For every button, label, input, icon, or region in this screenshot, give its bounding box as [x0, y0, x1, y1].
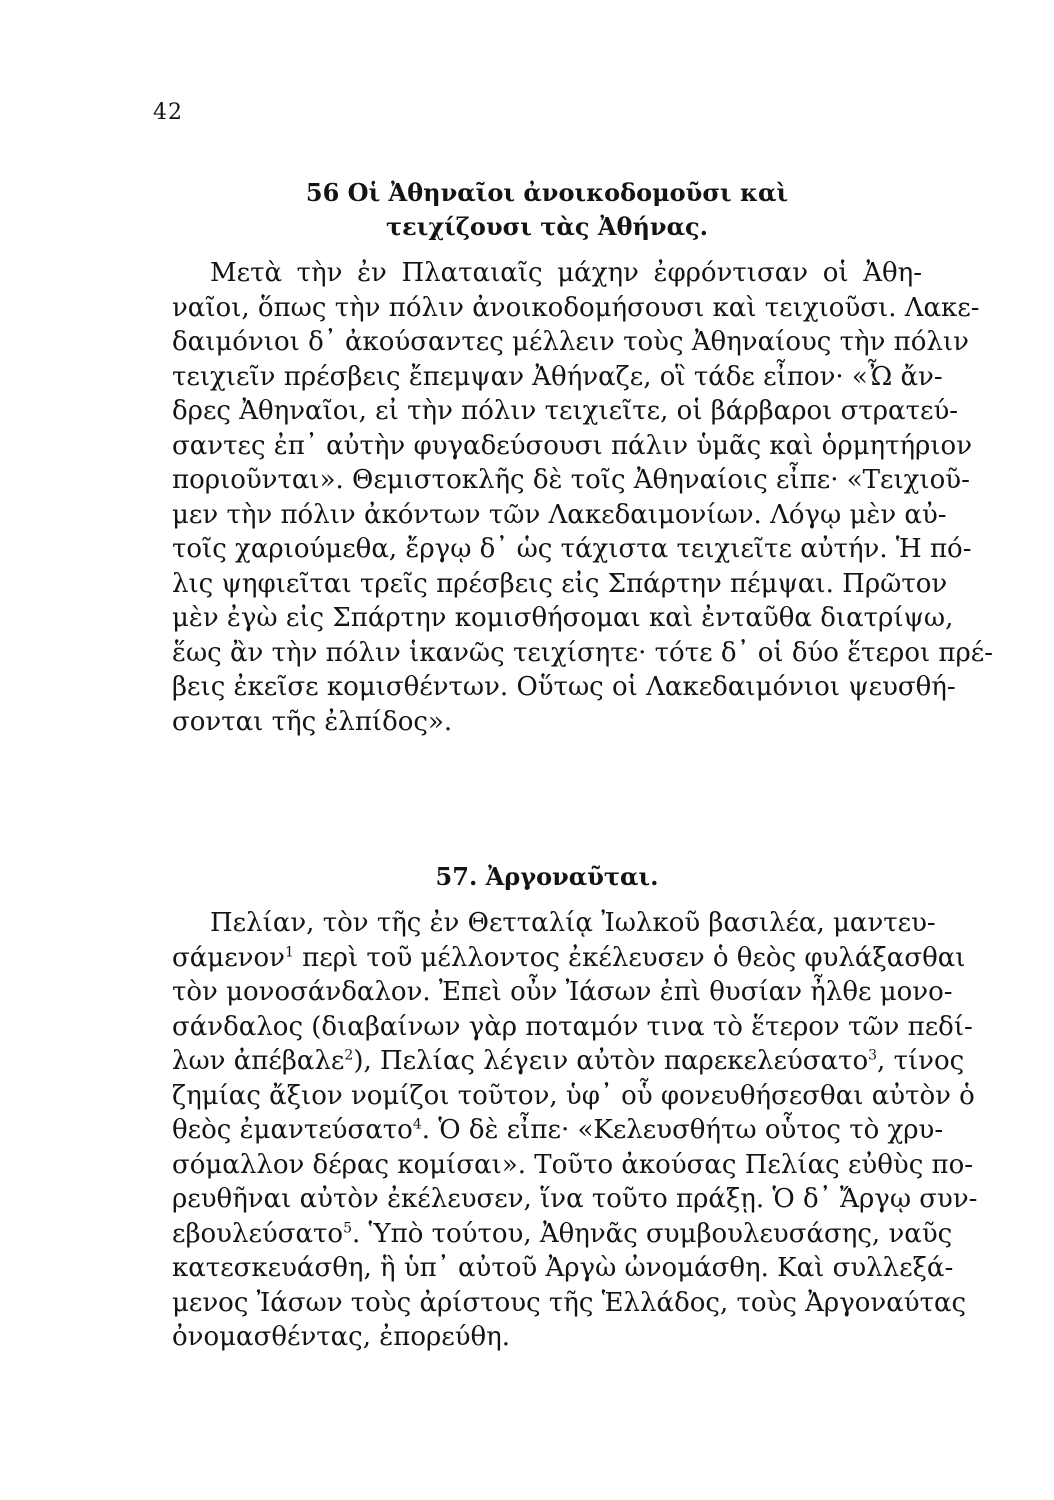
text-line: σόμαλλον δέρας κομίσαι». Τοῦτο ἀκούσας Πελίας εὐθὺς πο-: [172, 1149, 974, 1180]
text-line: [172, 1217, 953, 1252]
page-number: 42: [153, 100, 183, 125]
text-line: ἕως ἂν τὴν πόλιν ἱκανῶς τειχίσητε· τότε δ᾽ οἱ δύο ἕτεροι πρέ-: [172, 637, 994, 668]
text-line: ρευθῆναι αὐτὸν ἐκέλευσεν, ἵνα τοῦτο πράξῃ. Ὁ δ᾽ Ἄργῳ συν-: [172, 1184, 978, 1214]
text-line: δαιμόνιοι δ᾽ ἀκούσαντες μέλλειν τοὺς Ἀθηναίους τὴν πόλιν: [172, 327, 969, 357]
footnote-marker: 1: [284, 943, 294, 960]
text-segment: λων ἀπέβαλε: [172, 1046, 345, 1076]
text-line: κατεσκευάσθη, ἣ ὑπ᾽ αὐτοῦ Ἀργὼ ὠνομάσθη. Καὶ συλλεξά-: [172, 1253, 954, 1283]
text-segment: εβουλεύσατο: [172, 1218, 344, 1249]
text-line: σάνδαλος (διαβαίνων γὰρ ποταμόν τινα τὸ ἕτερον τῶν πεδί-: [172, 1011, 973, 1042]
text-line: λις ψηφιεῖται τρεῖς πρέσβεις εἰς Σπάρτην πέμψαι. Πρῶτον: [172, 568, 948, 599]
footnote-marker: 2: [344, 1047, 354, 1064]
section-56-heading: [172, 176, 922, 244]
section-57-heading: [172, 860, 922, 894]
text-segment: . Ὑπὸ τούτου, Ἀθηνᾶς συμβουλευσάσης, ναῦς: [351, 1218, 953, 1249]
text-line: [172, 1113, 944, 1148]
footnote-marker: 4: [412, 1116, 422, 1133]
text-line: ζημίας ἄξιον νομίζοι τοῦτον, ὑφ᾽ οὗ φονευθήσεσθαι αὐτὸν ὁ: [172, 1080, 975, 1111]
text-segment: . Ὁ δὲ εἶπε· «Κελευσθήτω οὗτος τὸ χρυ-: [421, 1115, 944, 1145]
text-line: δρες Ἀθηναῖοι, εἰ τὴν πόλιν τειχιεῖτε, οἱ βάρβαροι στρατεύ-: [172, 396, 959, 426]
text-segment: περὶ τοῦ μέλλοντος ἐκέλευσεν ὁ θεὸς φυλάξασθαι: [293, 942, 966, 973]
section-56-body: [172, 256, 994, 739]
footnote-marker: 3: [868, 1047, 878, 1064]
text-line: ναῖοι, ὅπως τὴν πόλιν ἀνοικοδομήσουσι καὶ τειχιοῦσι. Λακε-: [172, 292, 980, 323]
text-segment: θεὸς ἐμαντεύσατο: [172, 1115, 413, 1145]
footnote-marker: 5: [343, 1219, 352, 1236]
text-line: ὀνομασθέντας, ἐπορεύθη.: [172, 1322, 511, 1352]
text-line: [172, 941, 966, 976]
section-56-heading-line: τειχίζουσι τὰς Ἀθήνας.: [385, 212, 709, 241]
text-line: σονται τῆς ἐλπίδος».: [172, 706, 453, 737]
text-segment: σάμενον: [172, 942, 285, 973]
text-segment: ), Πελίας λέγειν αὐτὸν παρεκελεύσατο: [353, 1046, 869, 1076]
text-line: μενος Ἰάσων τοὺς ἀρίστους τῆς Ἑλλάδος, τοὺς Ἀργοναύτας: [172, 1287, 967, 1318]
text-line: [172, 1044, 965, 1079]
text-line: Μετὰ τὴν ἐν Πλαταιαῖς μάχην ἐφρόντισαν οἱ Ἀθη-: [210, 258, 922, 288]
section-57-body: [172, 906, 978, 1355]
text-segment: , τίνος: [877, 1046, 965, 1076]
text-line: σαντες ἐπ᾽ αὐτὴν φυγαδεύσουσι πάλιν ὑμᾶς καὶ ὁρμητήριον: [172, 430, 972, 461]
text-line: βεις ἐκεῖσε κομισθέντων. Οὕτως οἱ Λακεδαιμόνιοι ψευσθή-: [172, 672, 956, 702]
text-line: τειχιεῖν πρέσβεις ἔπεμψαν Ἀθήναζε, οἳ τάδε εἶπον· «Ὦ ἄν-: [172, 361, 943, 392]
text-line: μὲν ἐγὼ εἰς Σπάρτην κομισθήσομαι καὶ ἐνταῦθα διατρίψω,: [172, 603, 954, 633]
section-57-heading-line: 57. Ἀργοναῦται.: [435, 862, 659, 891]
section-56-heading-line: 56 Οἱ Ἀθηναῖοι ἀνοικοδομοῦσι καὶ: [305, 178, 789, 207]
text-line: μεν τὴν πόλιν ἀκόντων τῶν Λακεδαιμονίων. Λόγῳ μὲν αὐ-: [172, 499, 947, 530]
text-line: τοῖς χαριούμεθα, ἔργῳ δ᾽ ὡς τάχιστα τειχιεῖτε αὐτήν. Ἡ πό-: [172, 534, 972, 564]
text-line: τὸν μονοσάνδαλον. Ἐπεὶ οὖν Ἰάσων ἐπὶ θυσίαν ἦλθε μονο-: [172, 977, 953, 1007]
text-line: ποριοῦνται». Θεμιστοκλῆς δὲ τοῖς Ἀθηναίοις εἶπε· «Τειχιοῦ-: [172, 465, 970, 495]
text-line: Πελίαν, τὸν τῆς ἐν Θετταλίᾳ Ἰωλκοῦ βασιλέα, μαντευ-: [210, 908, 936, 938]
